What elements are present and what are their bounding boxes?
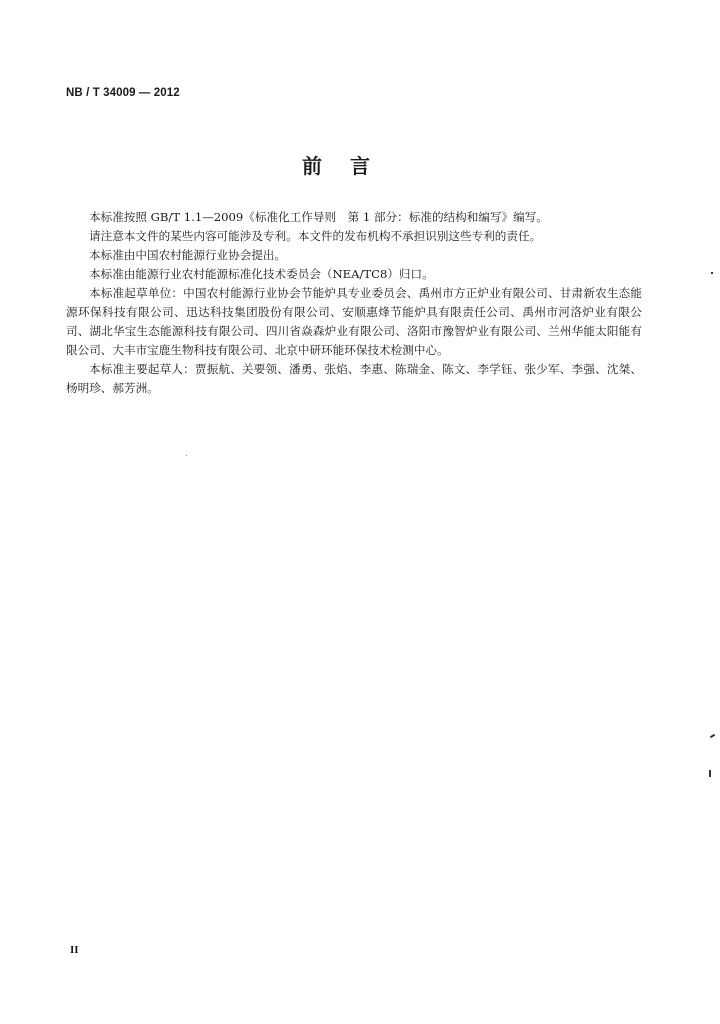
scan-mark (709, 770, 711, 777)
paragraph-drafting-units: 本标准起草单位：中国农村能源行业协会节能炉具专业委员会、禹州市方正炉业有限公司、甘肃新农生态能源环保科技有限公司、迅达科技集团股份有限公司、安顺惠烽节能炉具有限责任公司、禹州市河洛炉业有限公司、湖北华宝生态能源科技有限公司、四川省焱森炉业有限公司、洛阳市豫智炉业有限公司、兰州华能太阳能有限公司、大丰市宝鹿生物科技有限公司、北京中研环能环保技术检测中心。 (66, 286, 642, 357)
section-title: 前言 (302, 154, 398, 178)
paragraph-proposed-by: 本标准由中国农村能源行业协会提出。 (89, 248, 287, 262)
scan-mark (711, 272, 713, 274)
paragraph-main-drafters: 本标准主要起草人：贾振航、关要领、潘勇、张焰、李惠、陈瑞金、陈文、李学钰、张少军、李强、沈桀、杨明珍、郝芳洲。 (66, 362, 642, 395)
document-code: NB / T 34009 — 2012 (66, 87, 180, 99)
paragraph-patent-notice: 请注意本文件的某些内容可能涉及专利。本文件的发布机构不承担识别这些专利的责任。 (89, 229, 542, 243)
preface-body (66, 208, 642, 398)
paragraph-drafting-rules: 本标准按照 GB/T 1.1—2009《标准化工作导则 第 1 部分：标准的结构和编写》编写。 (89, 210, 548, 224)
page-number: II (70, 944, 79, 956)
scan-mark (186, 455, 187, 456)
paragraph-administered-by: 本标准由能源行业农村能源标准化技术委员会（NEA/TC8）归口。 (89, 267, 434, 281)
scan-mark (710, 734, 715, 738)
